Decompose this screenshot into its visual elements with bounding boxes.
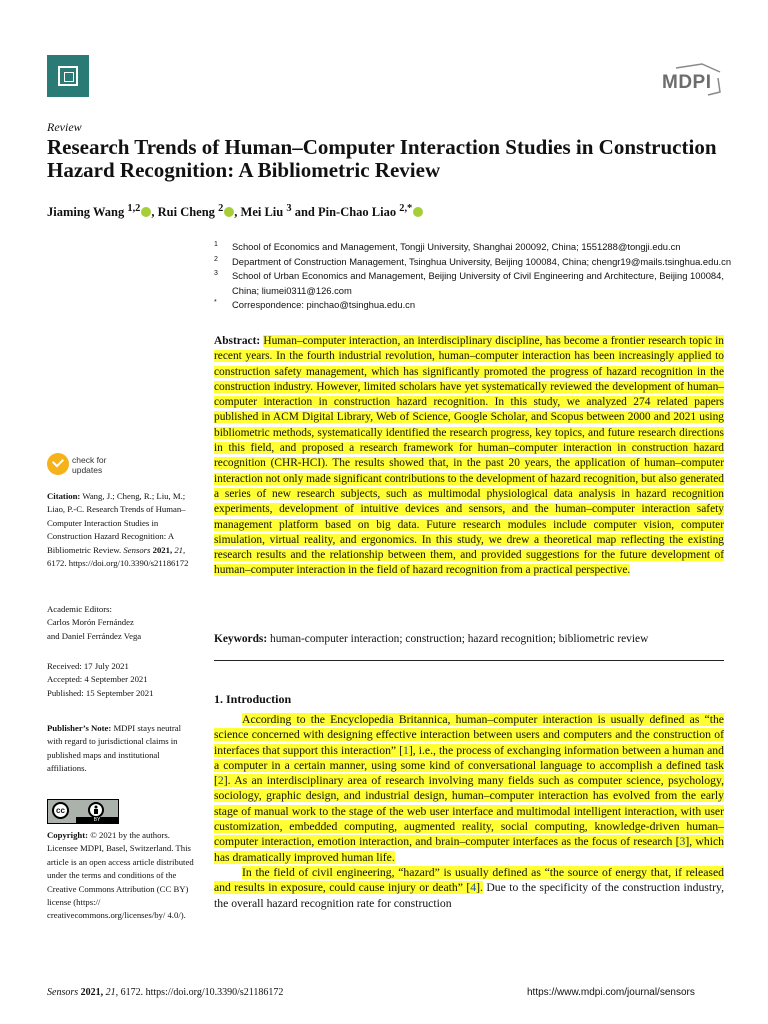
author-sup: 3 (286, 203, 292, 214)
orcid-icon[interactable] (224, 207, 234, 217)
affiliation-item: 3 School of Urban Economics and Management, Beijing University of Civil Engineering and Architecture, Beijing 100084, China; liumei0311@126.com (214, 270, 724, 296)
reference-link[interactable]: 4 (470, 881, 477, 895)
author-name[interactable]: Rui Cheng (157, 205, 215, 220)
author-name[interactable]: Mei Liu (240, 205, 284, 220)
affiliation-item: 1 School of Economics and Management, Tongji University, Shanghai 200092, China; 1551288@tongji.edu.cn (214, 241, 681, 252)
section-divider (214, 660, 724, 661)
author-sup: 2,* (399, 203, 413, 214)
article-type: Review (47, 120, 82, 134)
copyright: Copyright: © 2021 by the authors. Licensee MDPI, Basel, Switzerland. This article is an open access article distributed under the terms and conditions of the Creative Commons Attribution (CC BY) license (https:// creativecommons.org/licenses/by/ 4.0/). (47, 830, 194, 921)
keywords-label: Keywords: (214, 633, 268, 645)
abstract-label: Abstract: (214, 335, 261, 347)
cc-icon: cc (52, 802, 69, 819)
doi-link[interactable]: 6172. https://doi.org/10.3390/s21186172 (47, 558, 189, 569)
footer-citation: Sensors 2021, 21, 6172. https://doi.org/10.3390/s21186172 (47, 987, 284, 998)
footer-doi-link[interactable]: 6172. https://doi.org/10.3390/s21186172 (120, 987, 284, 998)
author-sup: 1,2 (127, 203, 141, 214)
orcid-icon[interactable] (141, 207, 151, 217)
section-heading: 1. Introduction (214, 692, 292, 706)
publication-dates: Received: 17 July 2021 Accepted: 4 September 2021 Published: 15 September 2021 (47, 661, 154, 698)
abstract-text: Human–computer interaction, an interdisciplinary discipline, has become a frontier research topic in recent years. In the fourth industrial revolution, human–computer interaction has been increasingly applied to construction safety management, which has significantly promoted the progress of hazard recognition in the construction industry. However, limited scholars have yet systematically reviewed the development of human–computer interaction in construction hazard recognition. In this study, we analyzed 274 related papers published in ACM Digital Library, Web of Science, Google Scholar, and Scopus between 2000 and 2021 using bibliometric methods, systematically identified the research progress, key topics, and future research directions in this field, and proposed a research framework for human–computer interaction in construction hazard recognition (CHR-HCI). The results showed that, in the past 20 years, the application of human–computer interaction not only made significant contributions to the development of hazard recognition, but also generated a series of new research subjects, such as multimodal physiological data analysis in hazard recognition experiments, development of intuitive devices and sensors, and the human–computer interaction safety management platform based on big data. Future research modules include computer vision, computer simulation, virtual reality, and ergonomics. In this study, we drew a theoretical map reflecting the existing research results and the relationship between them, and provided suggestions for the future development of human–computer interaction in the field of hazard recognition from a practical perspective. (214, 335, 724, 577)
paragraph: According to the Encyclopedia Britannica, human–computer interaction is usually defined as “the science concerned with designing effective interaction between users and computers and the construction of interfaces that support this interaction” [1], i.e., the process of exchanging information between a human and a computer in a certain manner, using some kind of conversational language to accomplish a defined task [2]. As an interdisciplinary area of research involving many fields such as computer science, psychology, sociology, graphic design, and industrial design, human–computer interaction has evolved from the early stage of manual work to the stage of the web user interface and multimodal intelligent interaction, with user customization, embedded computing, augmented reality, social computing, knowledge-driven human–computer interaction, emotion interaction, and brain–computer interfaces as the focus of research [3], which has dramatically improved human life. (214, 713, 724, 864)
mdpi-wordmark: MDPI (662, 72, 712, 93)
orcid-icon[interactable] (413, 207, 423, 217)
author-list: Jiaming Wang $^{1,2}$ , Rui Cheng $^2$ , Mei Liu $^3$ and Pin-Chao Liao $^{2,*}$ (47, 203, 423, 220)
affiliation-item: 2 Department of Construction Management, Tsinghua University, Beijing 100084, China; chengr19@mails.tsinghua.edu.cn (214, 255, 732, 267)
chip-icon (58, 66, 78, 86)
reference-link[interactable]: 3 (679, 835, 686, 849)
reference-link[interactable]: 2 (217, 774, 224, 788)
author-name[interactable]: Pin-Chao Liao (317, 205, 397, 220)
person-icon (88, 802, 104, 818)
introduction-body (214, 712, 724, 911)
keywords (214, 632, 724, 647)
author-sup: 2 (218, 203, 224, 214)
checkmark-icon (47, 453, 69, 475)
reference-link[interactable]: 1 (403, 743, 409, 757)
cc-license-badge[interactable]: cc BY (47, 799, 119, 824)
abstract (214, 334, 724, 579)
paragraph: In the field of civil engineering, “hazard” is usually defined as “the source of energy that, if released and results in exposure, could cause injury or death” [4]. Due to the specificity of the construction industry, the overall hazard recognition rate for construction (214, 865, 725, 910)
journal-logo-icon (47, 55, 89, 97)
citation: Citation: Wang, J.; Cheng, R.; Liu, M.; Liao, P.-C. Research Trends of Human–Computer Interaction Studies in Construction Hazard Recognition: A Bibliometric Review. Sensors 2021, 21, 6172. https://doi.org/10.3390/s21186172 (47, 491, 189, 569)
article-title: Research Trends of Human–Computer Interaction Studies in Construction Hazard Recognition: A Bibliometric Review (47, 135, 717, 182)
journal-url[interactable]: https://www.mdpi.com/journal/sensors (527, 987, 695, 998)
affiliation-item: * Correspondence: pinchao@tsinghua.edu.cn (214, 299, 416, 310)
publisher-note: Publisher’s Note: MDPI stays neutral with regard to jurisdictional claims in published maps and institutional affiliations. (47, 723, 181, 774)
author-name[interactable]: Jiaming Wang (47, 205, 125, 220)
keywords-text: human-computer interaction; construction; hazard recognition; bibliometric review (270, 633, 649, 645)
affiliations (214, 240, 734, 313)
publisher-logo (662, 62, 724, 98)
academic-editors: Academic Editors: Carlos Morón Fernández and Daniel Ferrández Vega (47, 604, 142, 641)
